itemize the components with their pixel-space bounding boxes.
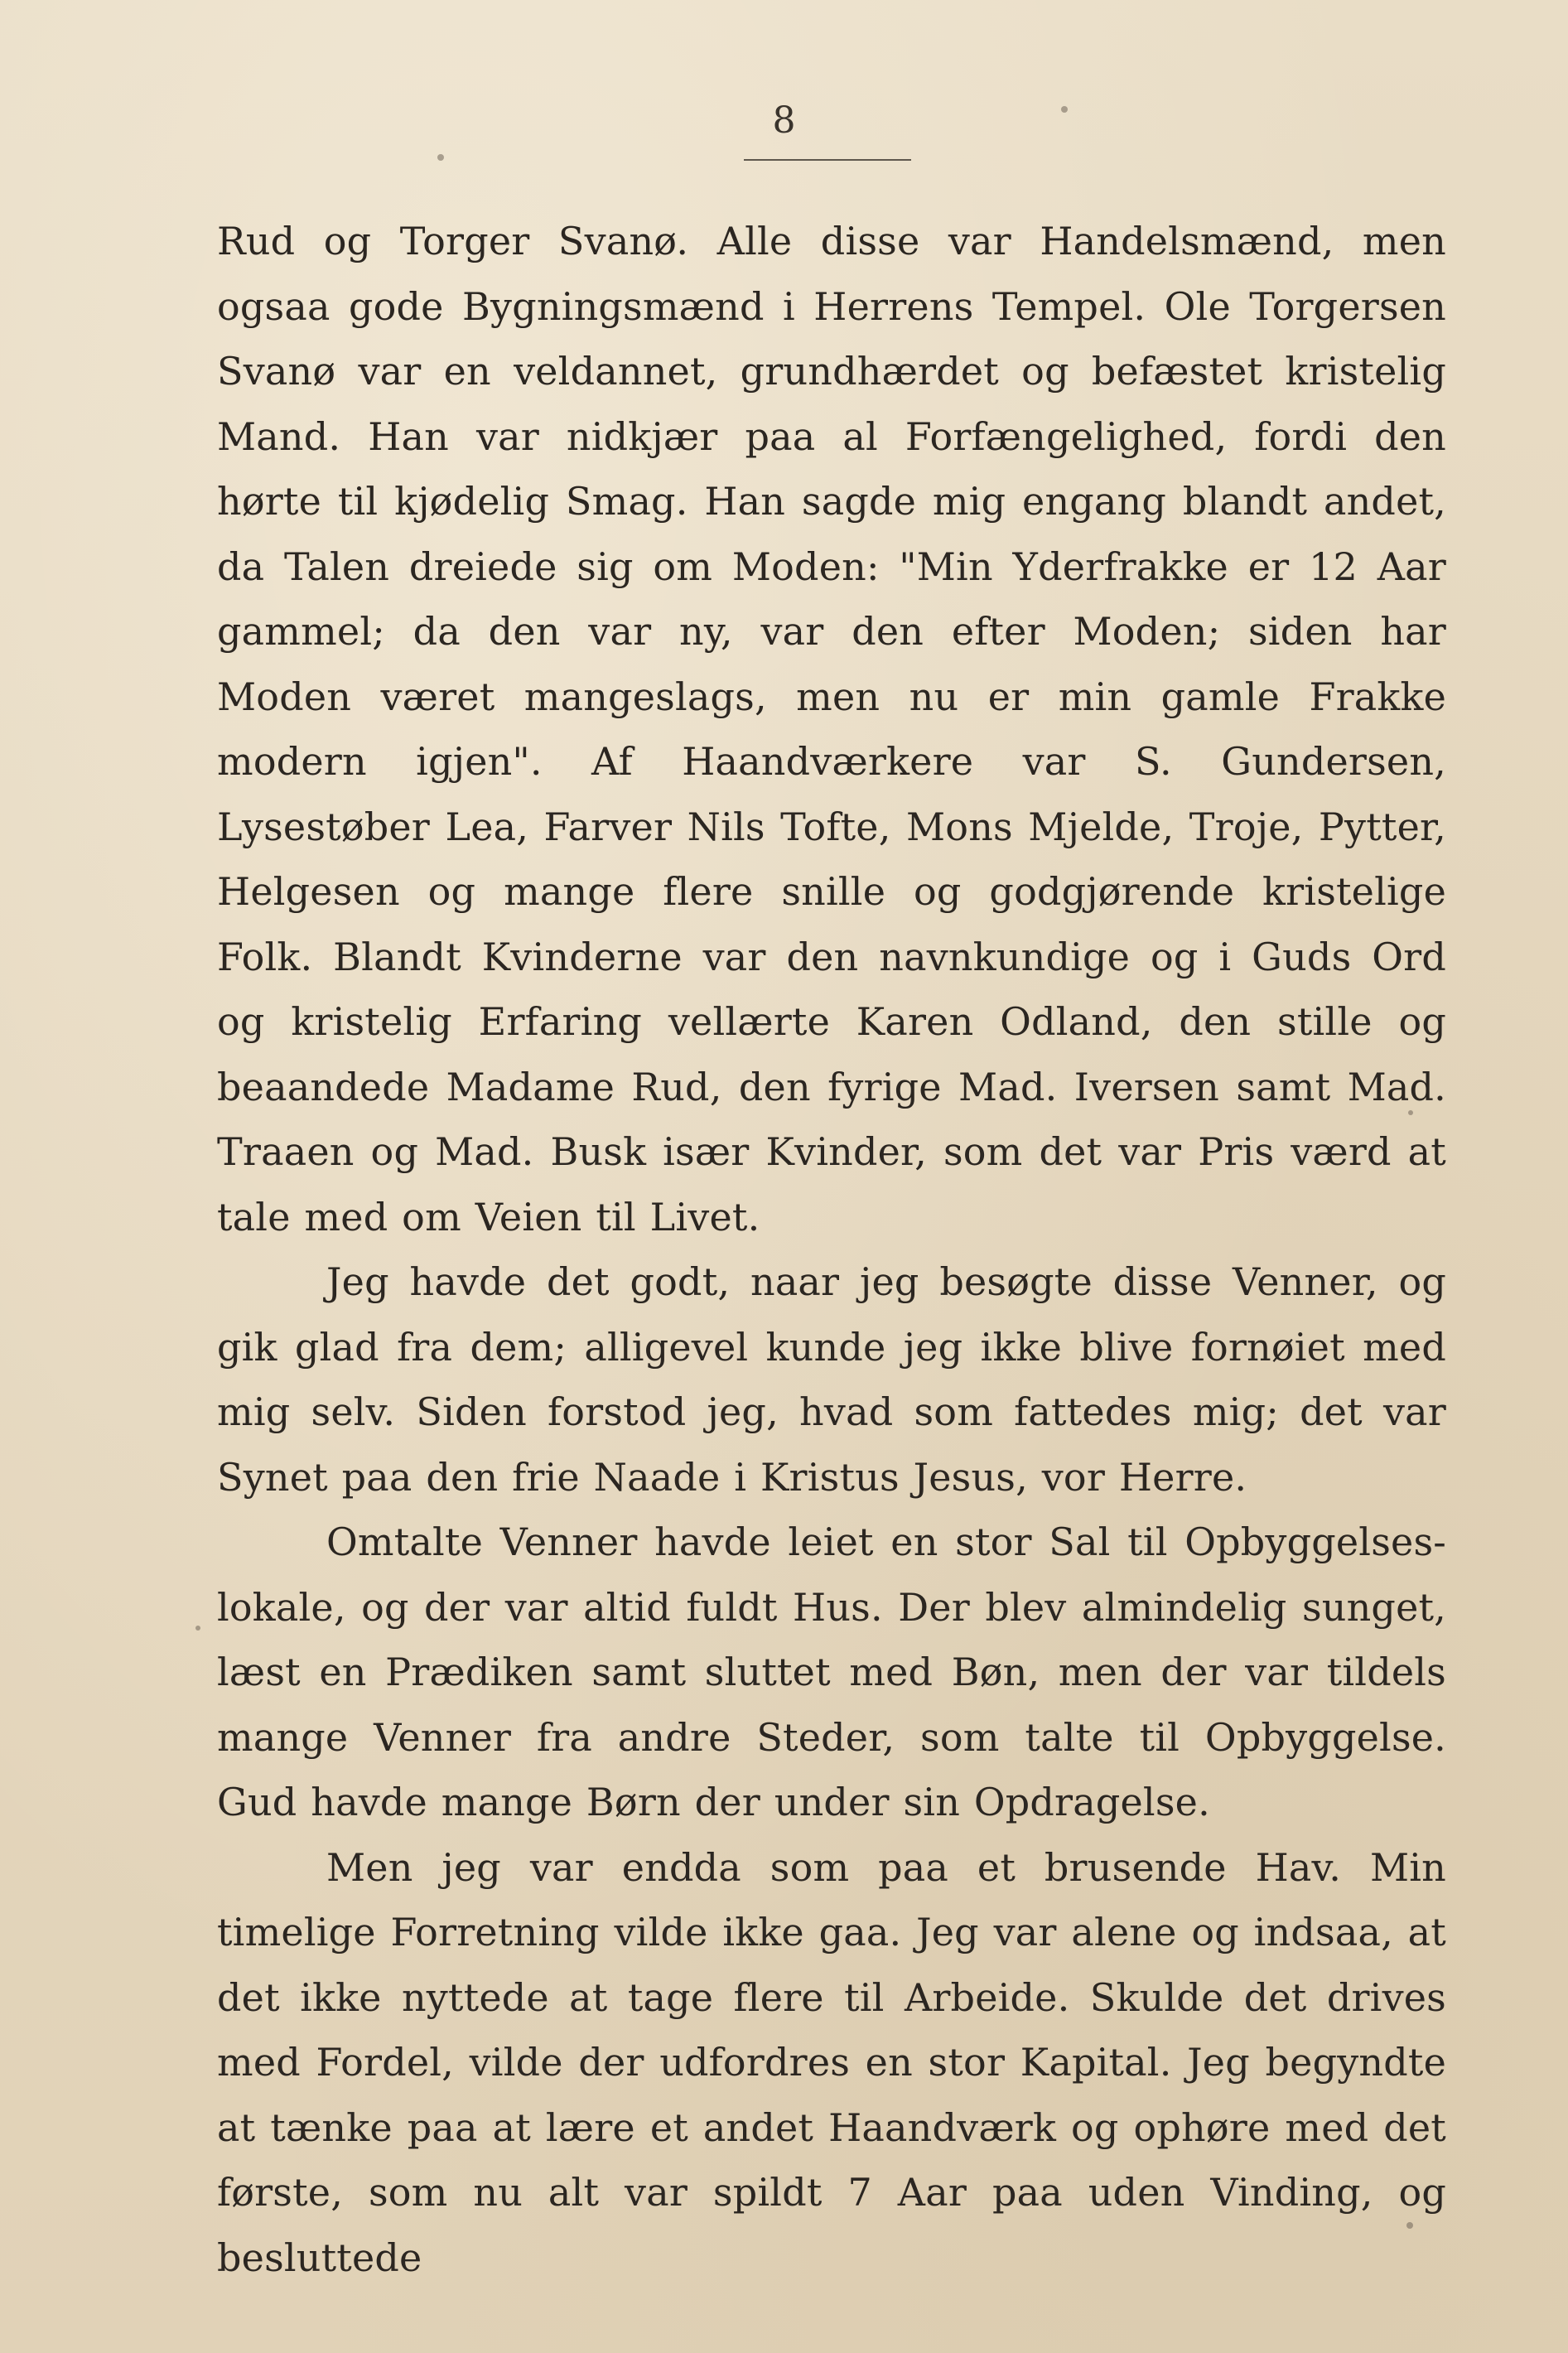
header-rule — [744, 159, 911, 161]
paragraph-2: Jeg havde det godt, naar jeg besøgte disse Venner, og gik glad fra dem; alligevel kunde jeg ikke blive fornøiet med mig selv. Siden forstod jeg, hvad som fattedes mig; det var Synet paa den frie Naade i Kristus Jesus, vor Herre. — [217, 1259, 1446, 1500]
paper-speck — [195, 1626, 200, 1631]
paragraph-3: Omtalte Venner havde leiet en stor Sal til Opbyggelses-lokale, og der var altid fuldt Hus. Der blev almindelig sunget, læst en Prædiken samt sluttet med Bøn, men der var tildels mange Venner fra andre Steder, som talte til Opbyggelse. Gud havde mange Børn der under sin Opdragelse. — [217, 1520, 1446, 1824]
page-number: 8 — [772, 99, 796, 142]
paragraph-1: Rud og Torger Svanø. Alle disse var Handelsmænd, men ogsaa gode Bygningsmænd i Herrens Tempel. Ole Torgersen Svanø var en veldannet, grundhærdet og befæstet kristelig Mand. Han var nidkjær paa al Forfængelighed, fordi den hørte til kjødelig Smag. Han sagde mig engang blandt andet, da Talen dreiede sig om Moden: "Min Yderfrakke er 12 Aar gammel; da den var ny, var den efter Moden; siden har Moden været mangeslags, men nu er min gamle Frakke modern igjen". Af Haandværkere var S. Gundersen, Lysestøber Lea, Farver Nils Tofte, Mons Mjelde, Troje, Pytter, Helgesen og mange flere snille og godgjørende kristelige Folk. Blandt Kvinderne var den navnkundige og i Guds Ord og kristelig Erfaring vellærte Karen Odland, den stille og beaandede Madame Rud, den fyrige Mad. Iversen samt Mad. Traaen og Mad. Busk især Kvinder, som det var Pris værd at tale med om Veien til Livet. — [217, 219, 1446, 1239]
paper-speck — [1406, 2222, 1413, 2229]
paper-speck — [1408, 1110, 1413, 1115]
paper-speck — [1061, 106, 1068, 113]
paragraph-4: Men jeg var endda som paa et brusende Hav. Min timelige Forretning vilde ikke gaa. Jeg var alene og indsaa, at det ikke nyttede at tage flere til Arbeide. Skulde det drives med Fordel, vilde der udfordres en stor Kapital. Jeg begyndte at tænke paa at lære et andet Haandværk og ophøre med det første, som nu alt var spildt 7 Aar paa uden Vinding, og besluttede — [217, 1844, 1446, 2280]
paper-speck — [437, 154, 444, 161]
body-text — [217, 209, 1446, 2290]
